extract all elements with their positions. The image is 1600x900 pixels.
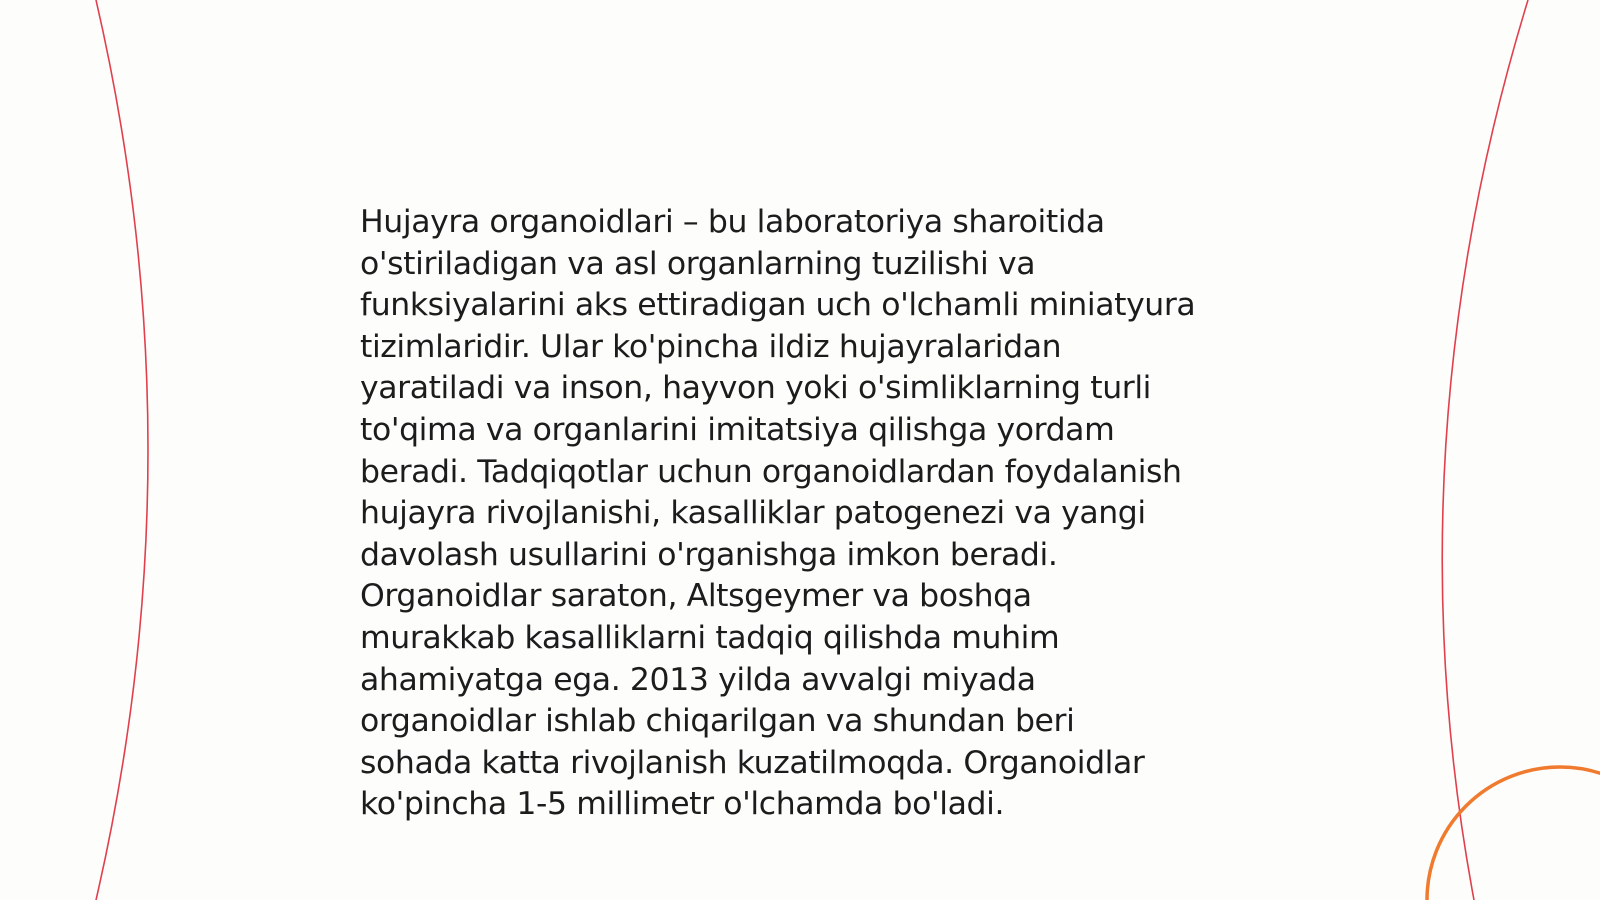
paragraph-line-2: o'stiriladigan va asl organlarning tuzilishi va (360, 245, 1036, 282)
body-paragraph (360, 202, 1260, 826)
paragraph-line-1: Hujayra organoidlari – bu laboratoriya sharoitida (360, 204, 1105, 240)
paragraph-line-7: beradi. Tadqiqotlar uchun organoidlardan foydalanish (360, 453, 1182, 490)
paragraph-line-9: davolash usullarini o'rganishga imkon beradi. (360, 536, 1058, 573)
paragraph-line-15: ko'pincha 1-5 millimetr o'lchamda bo'ladi. (360, 786, 1005, 823)
paragraph-line-13: organoidlar ishlab chiqarilgan va shundan beri (360, 703, 1075, 740)
left-curve (96, 0, 148, 900)
paragraph-line-6: to'qima va organlarini imitatsiya qilishga yordam (360, 411, 1115, 448)
paragraph-line-3: funksiyalarini aks ettiradigan uch o'lchamli miniatyura (360, 287, 1196, 324)
right-curve (1442, 0, 1528, 900)
paragraph-line-5: yaratiladi va inson, hayvon yoki o'simliklarning turli (360, 370, 1152, 407)
paragraph-line-8: hujayra rivojlanishi, kasalliklar patogenezi va yangi (360, 495, 1146, 532)
paragraph-line-14: sohada katta rivojlanish kuzatilmoqda. Organoidlar (360, 744, 1145, 781)
paragraph-line-4: tizimlaridir. Ular ko'pincha ildiz hujayralaridan (360, 328, 1062, 365)
paragraph-line-12: ahamiyatga ega. 2013 yilda avvalgi miyada (360, 661, 1036, 698)
orange-circle (1427, 767, 1600, 900)
paragraph-line-11: murakkab kasalliklarni tadqiq qilishda muhim (360, 619, 1060, 656)
paragraph-line-10: Organoidlar saraton, Altsgeymer va boshqa (360, 578, 1032, 615)
